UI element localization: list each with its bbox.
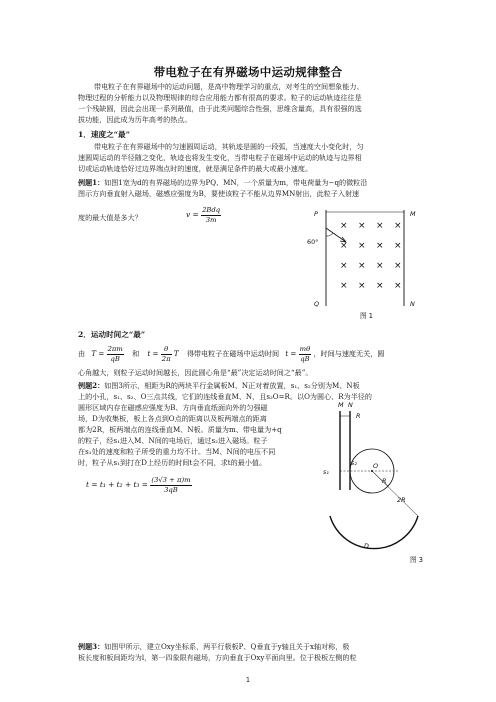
field-cross: × <box>340 221 348 231</box>
example-1-line-3: 度的最大值是多大？ <box>78 213 142 222</box>
label-q: Q <box>314 300 320 308</box>
eq-tail-text: ，时间与速度无关，圆 <box>313 349 385 359</box>
label-p: P <box>314 210 318 218</box>
field-cross: × <box>394 221 402 231</box>
example-2-answer-denominator: 3qB <box>164 485 178 494</box>
example-2-line-1 <box>78 381 360 392</box>
intro-line-2: 物理过程的分析能力以及物理规律的综合应用能力都有很高的要求。粒子的运动轨迹往往是 <box>78 93 362 102</box>
example-2-line-5: 都为2R，板两端点的连线垂直M、N板。质量为m、带电量为+q <box>78 425 282 434</box>
figure-3 <box>318 398 434 568</box>
intro-line-4: 拔功能，因此成为历年高考的热点。 <box>78 115 192 124</box>
example-2-text-1: 如图3所示，相距为R的两块平行金属板M、N正对着放置，s₁、s₂分别为M、N板 <box>104 381 360 390</box>
field-cross: × <box>376 241 384 251</box>
eq2-rhs: T <box>173 349 179 359</box>
example-1-text-1: 如图1宽为d的有界磁场的边界为PQ、MN，一个质量为m，带电荷量为−q的微粒沿 <box>104 178 368 187</box>
page-title: 带电粒子在有界磁场中运动规律整合 <box>153 65 343 79</box>
eq2-numerator: θ <box>161 345 172 355</box>
section-2-equations <box>78 345 384 363</box>
field-cross: × <box>340 281 348 291</box>
field-cross: × <box>394 241 402 251</box>
figure-1 <box>300 202 432 322</box>
example-1-answer-lhs: v = <box>186 210 199 220</box>
angle-label: 60° <box>307 238 319 246</box>
example-2-label: 例题2： <box>78 381 105 390</box>
example-2-line-6: 的粒子，经s₁进入M、N间的电场后，通过s₂进入磁场。粒子 <box>78 436 268 445</box>
eq3-lhs: t = <box>285 349 297 359</box>
eq1-lhs: T = <box>91 349 105 359</box>
section-1-line-2: 速圆周运动的半径随之变化，轨迹也将发生变化，当带电粒子在磁场中运动的轨迹与边界相 <box>78 153 362 162</box>
collector-plate-label: D <box>364 542 369 550</box>
eq1-denominator: qB <box>110 354 120 363</box>
distance-2r-label: 2R <box>397 496 406 504</box>
example-3-line-1 <box>78 642 349 653</box>
example-1-line-1 <box>78 178 367 189</box>
plate-n-label: N <box>348 401 353 409</box>
example-3-line-2: 板长度和板间距均为l，第一四象限有磁场，方向垂直于Oxy平面向里。位于极板左侧的粒 <box>78 653 357 662</box>
eq3-denominator: qB <box>300 354 310 363</box>
example-2-line-4: 场，D为收集板，板上各点到O点的距离以及板两端点的距离 <box>78 414 267 423</box>
eq2-lhs: t = <box>147 349 159 359</box>
field-cross: × <box>340 261 348 271</box>
example-2-line-3: 圆形区域内存在磁感应强度为B、方向垂直纸面向外的匀强磁 <box>78 403 268 412</box>
example-1-label: 例题1： <box>78 178 105 187</box>
page-number: 1 <box>245 676 251 684</box>
field-cross: × <box>376 261 384 271</box>
eq3-numerator: mθ <box>299 345 311 353</box>
example-2-answer-lhs: t = t₁ + t₂ + t₃ = <box>86 480 148 490</box>
eq1-numerator: 2πm <box>107 345 123 353</box>
field-cross: × <box>376 221 384 231</box>
angle-arc <box>326 233 333 236</box>
section-2-prefix: 由 <box>78 349 86 359</box>
eq1-fraction <box>107 345 124 363</box>
field-cross: × <box>394 261 402 271</box>
field-cross: × <box>376 281 384 291</box>
eq2-fraction <box>161 345 172 363</box>
radius-label: R <box>382 477 387 485</box>
example-3-label: 例题3： <box>78 642 105 651</box>
section-2-heading: 2．运动时间之“最” <box>78 330 146 339</box>
eq2-denominator: 2π <box>161 354 171 363</box>
example-2-answer-numerator: (3√3 + π)m <box>151 476 191 484</box>
example-2-line-7: 在s₁处的速度和粒子所受的重力均不计。当M、N间的电压不同 <box>78 447 276 456</box>
field-cross: × <box>358 241 366 251</box>
eq3-fraction <box>299 345 312 363</box>
distance-2r-line <box>372 471 418 516</box>
magnetic-field-crosses <box>340 221 402 291</box>
eq-mid-text: 得带电粒子在磁场中运动时间 <box>186 349 280 359</box>
section-1-heading: 1．速度之“最” <box>78 130 130 139</box>
field-cross: × <box>358 261 366 271</box>
example-1-line-2: 图示方向垂直射入磁场，磁感应强度为B，要使该粒子不能从边界MN射出，此粒子入射速 <box>78 189 360 198</box>
plate-m-label: M <box>338 401 344 409</box>
field-cross: × <box>394 281 402 291</box>
intro-line-3: 一个残缺圆，因此会出现一系列最值，由于此类问题综合性强，思维含量高，具有很强的选 <box>78 104 362 113</box>
figure-1-caption: 图 1 <box>360 312 373 320</box>
field-cross: × <box>340 241 348 251</box>
section-1-line-1: 带电粒子在有界磁场中的匀速圆周运动，其轨迹是圆的一段弧，当速度大小变化时，匀 <box>94 142 364 151</box>
label-m: M <box>410 210 416 218</box>
example-1-answer-denominator: 3m <box>205 215 217 224</box>
section-2-line-2: 心角越大，则粒子运动时间越长，因此圆心角是“最”决定运动时间之“最”。 <box>78 368 313 377</box>
field-cross: × <box>358 281 366 291</box>
hole-s1-label: s₁ <box>323 468 329 476</box>
intro-line-1: 带电粒子在有界磁场中的运动问题，是高中物理学习的重点，对考生的空间想象能力、 <box>94 82 364 91</box>
collector-plate-d <box>330 516 418 549</box>
section-1-line-3: 切或运动轨迹恰好过边界端点时的速度，就是满足条件的最大或最小速度。 <box>78 164 313 173</box>
example-2-answer-fraction <box>150 476 191 494</box>
example-1-answer-fraction <box>201 206 221 224</box>
center-o-label: O <box>373 462 379 470</box>
figure-3-caption: 图 3 <box>410 556 423 564</box>
example-1-answer-numerator: 2Bdq <box>202 206 221 214</box>
label-n: N <box>410 300 415 308</box>
plate-gap-label: R <box>356 412 361 420</box>
hole-s2-label: s₂ <box>351 459 357 467</box>
example-3-text-1: 如图甲所示，建立Oxy坐标系，两平行极板P、Q垂直于y轴且关于x轴对称，极 <box>104 642 350 651</box>
example-2-line-2: 上的小孔，s₁、s₂、O三点共线，它们的连线垂直M、N，且s₂O=R。以O为圆心、R为半径的 <box>78 392 372 401</box>
example-1-answer <box>186 206 221 224</box>
eq-and: 和 <box>132 349 140 359</box>
example-2-line-8: 时，粒子从s₁到打在D上经历的时间t会不同，求t的最小值。 <box>78 458 267 467</box>
field-cross: × <box>358 221 366 231</box>
example-2-answer <box>86 476 192 494</box>
